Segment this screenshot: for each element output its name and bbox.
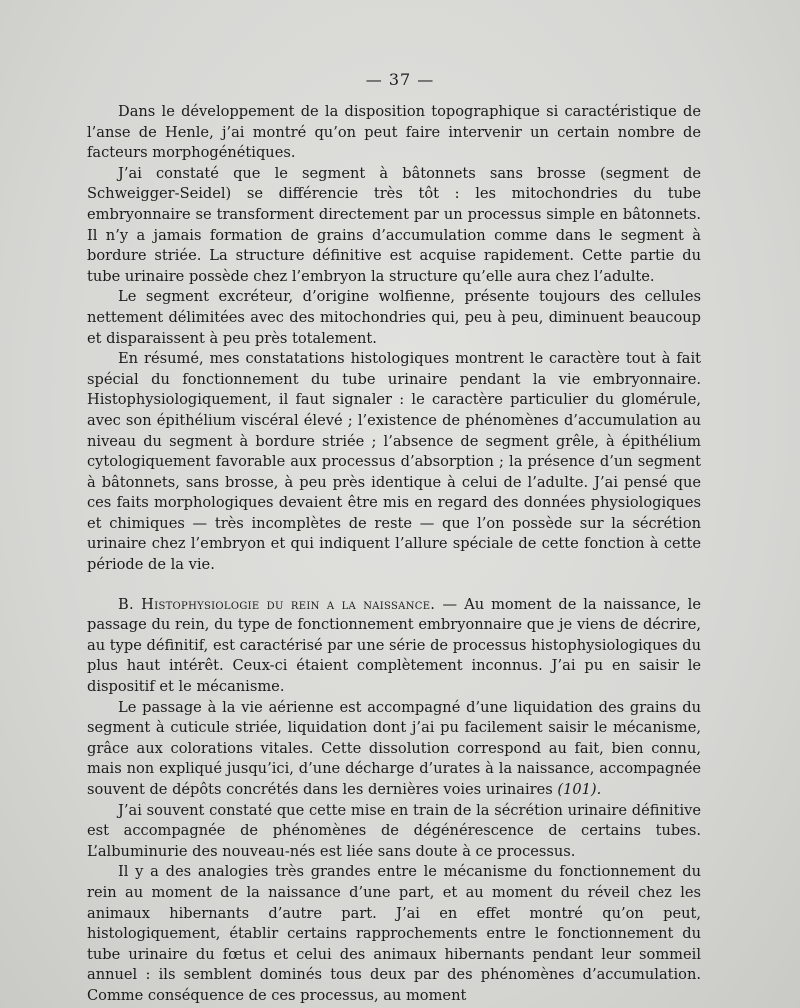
paragraph: Dans le développement de la disposition topographique si caractéristique de l’anse de Henle, j’ai montré qu’on peut faire intervenir un certain nombre de facteurs morphogénétiques. [87,103,701,162]
paragraph: Il y a des analogies très grandes entre le mécanisme du fonctionnement du rein au moment de la naissance d’une part, et au moment du réveil chez les animaux hibernants d’autre part. J’ai en effet montré qu’on peut, histologiquement, établir certains rapprochements entre le fonctionnement du tube urinaire du fœtus et celui des animaux hibernants pendant leur sommeil annuel : ils semblent dominés tous deux par des phénomènes d’accumulation. Comme conséquence de ces processus, au moment [87,863,701,1004]
paragraph-with-reference [87,698,701,801]
paragraph: En résumé, mes constatations histologiques montrent le caractère tout à fait spécial du fonctionnement du tube urinaire pendant la vie embryonnaire. Histophysiologiquement, il faut signaler : le caractère particulier du glomérule, avec son épithélium viscéral élevé ; l’existence de phénomènes d’accumulation au niveau du segment à bordure striée ; l’absence de segment grêle, à épithélium cytologiquement favorable aux processus d’absorption ; la présence d’un segment à bâtonnets, sans brosse, à peu près identique à celui de l’adulte. J’ai pensé que ces faits morphologiques devaient être mis en regard des données physiologiques et chimiques — très incomplètes de reste — que l’on possède sur la sécrétion urinaire chez l’embryon et qui indiquent l’allure spéciale de cette fonction à cette période de la vie. [87,350,701,574]
page-body [87,102,701,1007]
page-number: — 37 — [365,70,435,89]
reference-number: (101). [557,781,602,798]
section-b-heading: B. Histophysiologie du rein a la naissance. — [118,595,458,613]
paragraph-text: Le passage à la vie aérienne est accompagné d’une liquidation des grains du segment à cuticule striée, liquidation dont j’ai pu facilement saisir le mécanisme, grâce aux colorations vitales. Cette dissolution correspond au fait, bien connu, mais non expliqué jusqu’ici, d’une décharge d’urates à la naissance, accompagnée souvent de dépôts concrétés dans les dernières voies urinaires [87,698,701,798]
section-b-paragraph [87,595,701,698]
section-b-text: Au moment de la naissance, le passage du rein, du type de fonctionnement embryonnaire que je viens de décrire, au type définitif, est caractérisé par une série de processus histophysiologiques du plus haut intérêt. Ceux-ci étaient complètement inconnus. J’ai pu en saisir le dispositif et le mécanisme. [87,595,701,696]
paragraph: Le segment excréteur, d’origine wolfienne, présente toujours des cellules nettement délimitées avec des mitochondries qui, peu à peu, diminuent beaucoup et disparaissent à peu près totalement. [87,288,701,347]
paragraph: J’ai souvent constaté que cette mise en train de la sécrétion urinaire définitive est accompagnée de phénomènes de dégénérescence de certains tubes. L’albuminurie des nouveau-nés est liée sans doute à ce processus. [87,801,701,860]
paragraph: J’ai constaté que le segment à bâtonnets sans brosse (segment de Schweigger-Seidel) se différencie très tôt : les mitochondries du tube embryonnaire se transforment directement par un processus simple en bâtonnets. Il n’y a jamais formation de grains d’accumulation comme dans le segment à bordure striée. La structure définitive est acquise rapidement. Cette partie du tube urinaire possède chez l’embryon la structure qu’elle aura chez l’adulte. [87,164,701,285]
